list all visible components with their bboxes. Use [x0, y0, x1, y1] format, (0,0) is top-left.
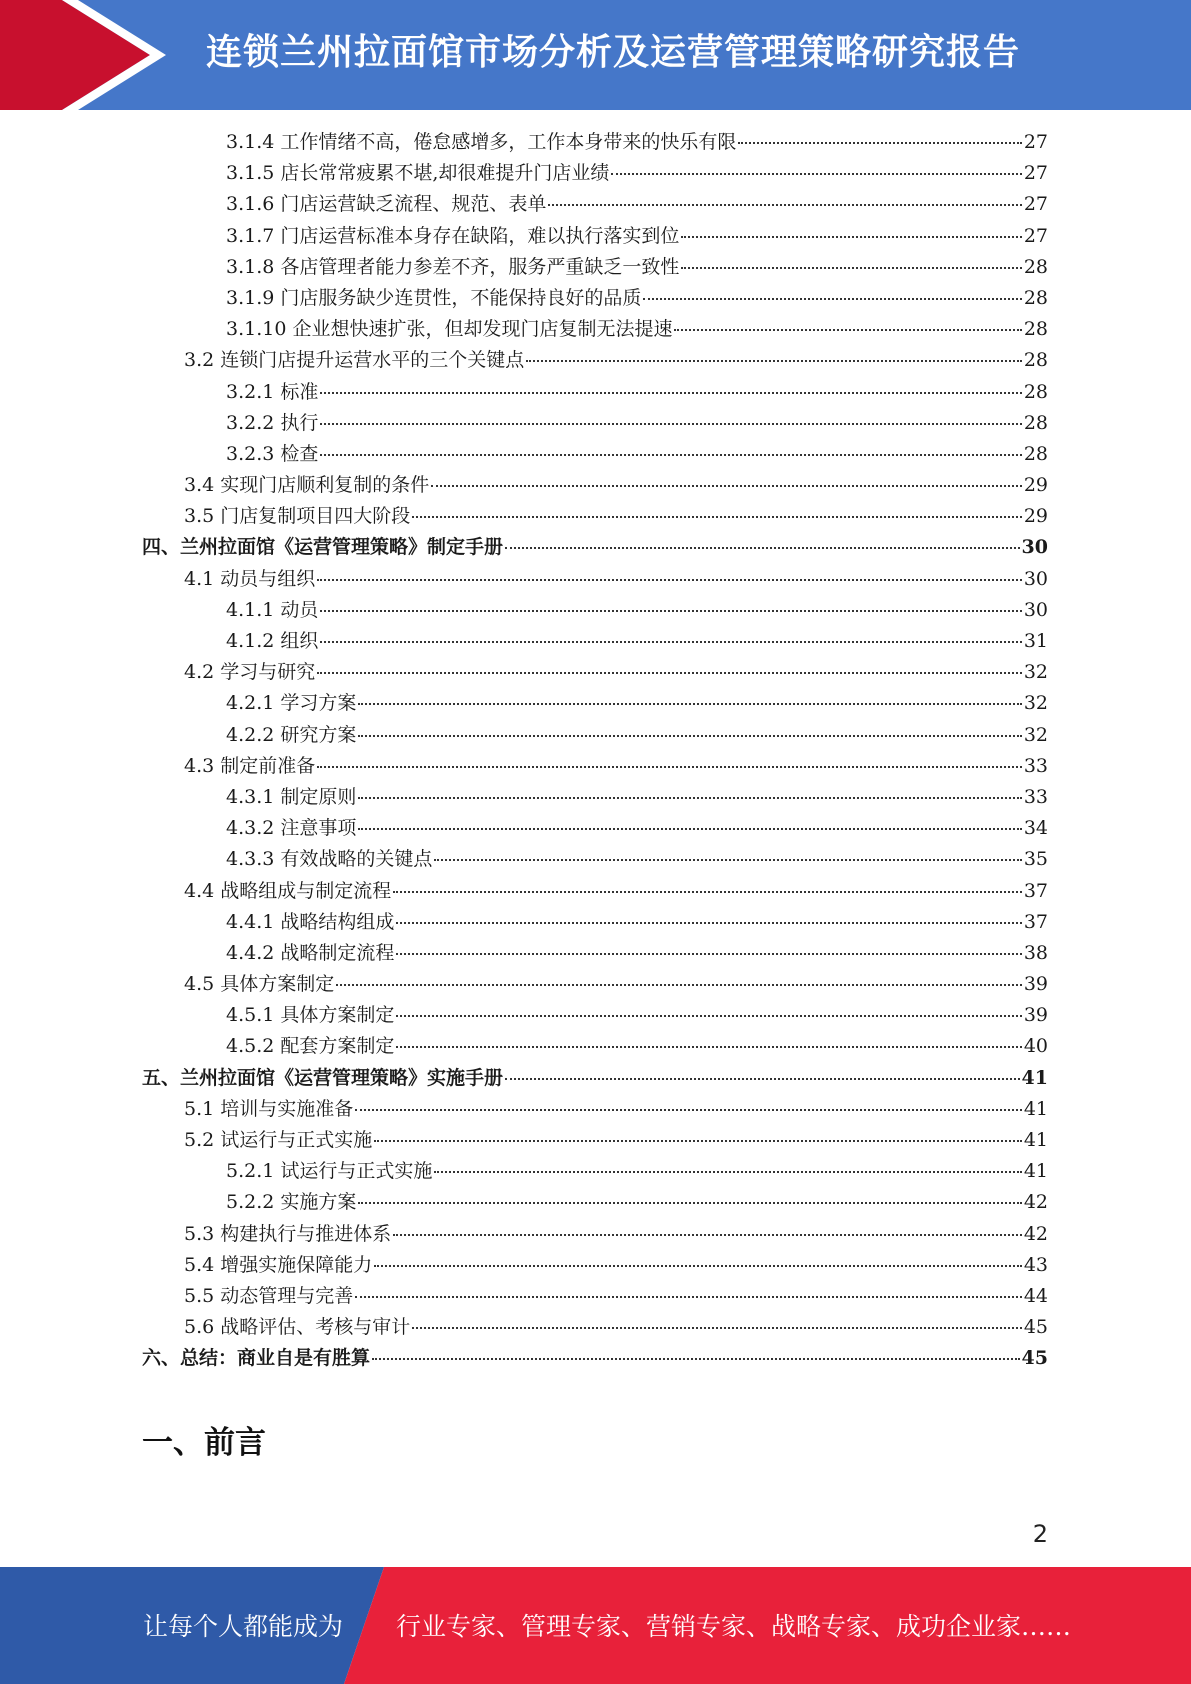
toc-dot-leader — [434, 858, 1021, 861]
toc-entry[interactable] — [142, 408, 1048, 439]
toc-dot-leader — [317, 671, 1022, 674]
toc-entry-page: 33 — [1023, 785, 1048, 808]
toc-entry-label: 4.4 战略组成与制定流程 — [184, 879, 392, 902]
toc-entry[interactable] — [142, 377, 1048, 408]
toc-dot-leader — [431, 484, 1022, 487]
toc-entry-label: 5.2.2 实施方案 — [226, 1191, 357, 1214]
toc-dot-leader — [738, 141, 1021, 144]
toc-entry-label: 3.2.3 检查 — [226, 442, 319, 465]
toc-entry[interactable] — [142, 844, 1048, 875]
toc-dot-leader — [643, 297, 1021, 300]
toc-dot-leader — [412, 515, 1022, 518]
toc-entry-label: 4.4.1 战略结构组成 — [226, 910, 395, 933]
toc-entry[interactable] — [142, 1156, 1048, 1187]
toc-entry-label: 3.4 实现门店顺利复制的条件 — [184, 474, 430, 497]
toc-entry-page: 33 — [1023, 754, 1048, 777]
toc-entry-page: 32 — [1023, 723, 1048, 746]
toc-entry-label: 4.5 具体方案制定 — [184, 973, 335, 996]
toc-dot-leader — [355, 1295, 1022, 1298]
toc-entry[interactable] — [142, 1219, 1048, 1250]
toc-entry-label: 3.2.1 标准 — [226, 380, 319, 403]
toc-entry-page: 38 — [1023, 941, 1048, 964]
toc-entry[interactable] — [142, 283, 1048, 314]
toc-entry-label: 3.1.10 企业想快速扩张，但却发现门店复制无法提速 — [226, 318, 673, 341]
toc-entry-label: 5.2.1 试运行与正式实施 — [226, 1160, 433, 1183]
toc-entry-page: 29 — [1023, 505, 1048, 528]
toc-entry-page: 32 — [1023, 692, 1048, 715]
toc-entry-page: 40 — [1023, 1035, 1048, 1058]
toc-entry[interactable] — [142, 189, 1048, 220]
toc-entry-label: 4.1.2 组织 — [226, 630, 319, 652]
toc-entry-label: 5.5 动态管理与完善 — [184, 1284, 354, 1307]
toc-entry-label: 3.2 连锁门店提升运营水平的三个关键点 — [184, 349, 525, 372]
toc-dot-leader — [396, 921, 1021, 924]
toc-entry-label: 3.1.5 店长常常疲累不堪,却很难提升门店业绩 — [226, 162, 610, 185]
toc-entry[interactable] — [142, 221, 1048, 252]
toc-entry-page: 27 — [1023, 224, 1048, 247]
toc-entry-page: 30 — [1023, 598, 1048, 621]
toc-dot-leader — [374, 1139, 1022, 1142]
toc-entry-page: 42 — [1023, 1191, 1048, 1214]
toc-entry-label: 4.2 学习与研究 — [184, 661, 316, 684]
toc-entry-page: 27 — [1023, 193, 1048, 216]
toc-entry[interactable] — [142, 813, 1048, 844]
toc-entry-label: 5.2 试运行与正式实施 — [184, 1129, 373, 1151]
toc-entry-page: 45 — [1021, 1347, 1048, 1370]
toc-entry-page: 32 — [1023, 661, 1048, 684]
toc-entry-label: 4.3.1 制定原则 — [226, 785, 357, 808]
toc-entry[interactable] — [142, 938, 1048, 969]
toc-dot-leader — [320, 640, 1021, 643]
toc-entry-page: 27 — [1023, 162, 1048, 185]
toc-entry[interactable] — [142, 969, 1048, 1000]
footer-slogan-right: 行业专家、管理专家、营销专家、战略专家、成功企业家…… — [396, 1612, 1072, 1641]
toc-dot-leader — [396, 1045, 1021, 1048]
toc-entry[interactable] — [142, 470, 1048, 501]
toc-entry[interactable] — [142, 1250, 1048, 1281]
page-footer — [0, 1567, 1191, 1684]
toc-dot-leader — [372, 1357, 1020, 1360]
toc-entry-label: 3.1.7 门店运营标准本身存在缺陷，难以执行落实到位 — [226, 224, 680, 247]
toc-entry-label: 4.3.2 注意事项 — [226, 817, 357, 840]
toc-dot-leader — [681, 235, 1021, 238]
toc-entry[interactable] — [142, 158, 1048, 189]
toc-entry[interactable] — [142, 345, 1048, 376]
toc-entry-page: 28 — [1023, 286, 1048, 309]
toc-entry[interactable] — [142, 1094, 1048, 1125]
toc-dot-leader — [396, 952, 1021, 955]
toc-entry-label: 3.2.2 执行 — [226, 411, 319, 434]
toc-entry-page: 39 — [1023, 1004, 1048, 1027]
toc-entry-page: 28 — [1023, 349, 1048, 372]
toc-entry-label: 5.6 战略评估、考核与审计 — [184, 1316, 411, 1339]
toc-entry-label: 五、兰州拉面馆《运营管理策略》实施手册 — [142, 1066, 504, 1089]
toc-entry-page: 41 — [1023, 1160, 1048, 1183]
toc-entry-label: 3.5 门店复制项目四大阶段 — [184, 505, 411, 528]
toc-dot-leader — [358, 827, 1021, 830]
toc-dot-leader — [317, 578, 1022, 581]
toc-entry-label: 四、兰州拉面馆《运营管理策略》制定手册 — [142, 536, 504, 559]
toc-entry-label: 4.2.1 学习方案 — [226, 692, 357, 715]
toc-entry[interactable] — [142, 720, 1048, 751]
toc-entry[interactable] — [142, 1281, 1048, 1312]
toc-entry-page: 27 — [1023, 131, 1048, 153]
toc-entry[interactable] — [142, 1031, 1048, 1062]
toc-entry-label: 5.3 构建执行与推进体系 — [184, 1222, 392, 1245]
table-of-contents — [142, 127, 1048, 1375]
toc-entry-page: 35 — [1023, 848, 1048, 871]
toc-entry-label: 4.2.2 研究方案 — [226, 723, 357, 746]
toc-dot-leader — [355, 1108, 1022, 1111]
toc-entry-page: 30 — [1023, 567, 1048, 590]
toc-entry[interactable] — [142, 1312, 1048, 1343]
toc-entry[interactable] — [142, 1343, 1048, 1374]
toc-entry-page: 30 — [1021, 536, 1048, 559]
toc-entry-label: 5.1 培训与实施准备 — [184, 1097, 354, 1120]
toc-entry-page: 34 — [1023, 817, 1048, 840]
toc-entry-page: 29 — [1023, 474, 1048, 497]
toc-dot-leader — [358, 796, 1021, 799]
toc-entry-page: 44 — [1023, 1284, 1048, 1307]
toc-entry-label: 4.5.1 具体方案制定 — [226, 1004, 395, 1027]
toc-entry[interactable] — [142, 595, 1048, 626]
toc-entry[interactable] — [142, 564, 1048, 595]
toc-entry-label: 六、总结：商业自是有胜算 — [142, 1347, 371, 1370]
page-number: 2 — [1032, 1520, 1048, 1548]
toc-dot-leader — [412, 1326, 1022, 1329]
toc-entry[interactable] — [142, 501, 1048, 532]
toc-entry[interactable] — [142, 532, 1048, 563]
toc-entry-page: 28 — [1023, 380, 1048, 403]
toc-entry[interactable] — [142, 1063, 1048, 1094]
toc-entry-page: 42 — [1023, 1222, 1048, 1245]
toc-dot-leader — [396, 1014, 1021, 1017]
toc-entry-page: 28 — [1023, 442, 1048, 465]
section-heading: 一、前言 — [142, 1425, 266, 1461]
toc-entry[interactable] — [142, 751, 1048, 782]
toc-dot-leader — [320, 609, 1021, 612]
toc-entry-page: 28 — [1023, 411, 1048, 434]
toc-entry[interactable] — [142, 688, 1048, 719]
toc-dot-leader — [374, 1264, 1022, 1267]
toc-entry-label: 4.4.2 战略制定流程 — [226, 941, 395, 964]
toc-entry[interactable] — [142, 907, 1048, 938]
toc-entry-label: 5.4 增强实施保障能力 — [184, 1253, 373, 1276]
toc-dot-leader — [505, 1077, 1020, 1080]
toc-entry-label: 3.1.9 门店服务缺少连贯性，不能保持良好的品质 — [226, 286, 642, 309]
footer-slogan-left: 让每个人都能成为 — [143, 1612, 344, 1641]
toc-entry[interactable] — [142, 1187, 1048, 1218]
toc-entry-page: 41 — [1023, 1129, 1048, 1151]
toc-dot-leader — [358, 702, 1021, 705]
toc-entry[interactable] — [142, 439, 1048, 470]
toc-dot-leader — [681, 266, 1021, 269]
toc-entry[interactable] — [142, 876, 1048, 907]
toc-entry-label: 4.1.1 动员 — [226, 598, 319, 621]
toc-entry-page: 37 — [1023, 879, 1048, 902]
toc-entry[interactable] — [142, 314, 1048, 345]
toc-entry-page: 41 — [1021, 1066, 1048, 1089]
toc-entry[interactable] — [142, 657, 1048, 688]
toc-dot-leader — [320, 422, 1021, 425]
toc-dot-leader — [358, 734, 1021, 737]
toc-entry-page: 43 — [1023, 1253, 1048, 1276]
toc-dot-leader — [526, 359, 1022, 362]
toc-entry[interactable] — [142, 626, 1048, 657]
toc-entry-label: 4.1 动员与组织 — [184, 567, 316, 590]
toc-entry-page: 39 — [1023, 973, 1048, 996]
toc-entry[interactable] — [142, 1000, 1048, 1031]
toc-dot-leader — [320, 453, 1021, 456]
toc-dot-leader — [393, 890, 1022, 893]
toc-entry-page: 45 — [1023, 1316, 1048, 1339]
toc-entry[interactable] — [142, 1125, 1048, 1156]
toc-dot-leader — [611, 172, 1021, 175]
toc-entry-label: 3.1.6 门店运营缺乏流程、规范、表单 — [226, 193, 547, 216]
toc-entry-page: 41 — [1023, 1097, 1048, 1120]
toc-entry-label: 4.3.3 有效战略的关键点 — [226, 848, 433, 871]
toc-entry[interactable] — [142, 782, 1048, 813]
toc-entry-page: 31 — [1023, 630, 1048, 652]
toc-dot-leader — [674, 328, 1021, 331]
toc-dot-leader — [336, 983, 1022, 986]
toc-dot-leader — [317, 765, 1022, 768]
toc-entry[interactable] — [142, 252, 1048, 283]
toc-entry-page: 28 — [1023, 318, 1048, 341]
toc-entry-page: 28 — [1023, 255, 1048, 278]
toc-entry[interactable] — [142, 127, 1048, 158]
toc-entry-label: 4.3 制定前准备 — [184, 754, 316, 777]
toc-dot-leader — [320, 391, 1021, 394]
report-title: 连锁兰州拉面馆市场分析及运营管理策略研究报告 — [206, 32, 1021, 73]
toc-entry-label: 4.5.2 配套方案制定 — [226, 1035, 395, 1058]
page-header — [0, 0, 1191, 110]
toc-entry-label: 3.1.8 各店管理者能力参差不齐，服务严重缺乏一致性 — [226, 255, 680, 278]
toc-dot-leader — [358, 1201, 1021, 1204]
toc-entry-page: 37 — [1023, 910, 1048, 933]
toc-dot-leader — [548, 203, 1021, 206]
toc-dot-leader — [393, 1233, 1022, 1236]
toc-entry-label: 3.1.4 工作情绪不高，倦怠感增多，工作本身带来的快乐有限 — [226, 131, 737, 153]
toc-dot-leader — [434, 1170, 1021, 1173]
toc-dot-leader — [505, 546, 1020, 549]
